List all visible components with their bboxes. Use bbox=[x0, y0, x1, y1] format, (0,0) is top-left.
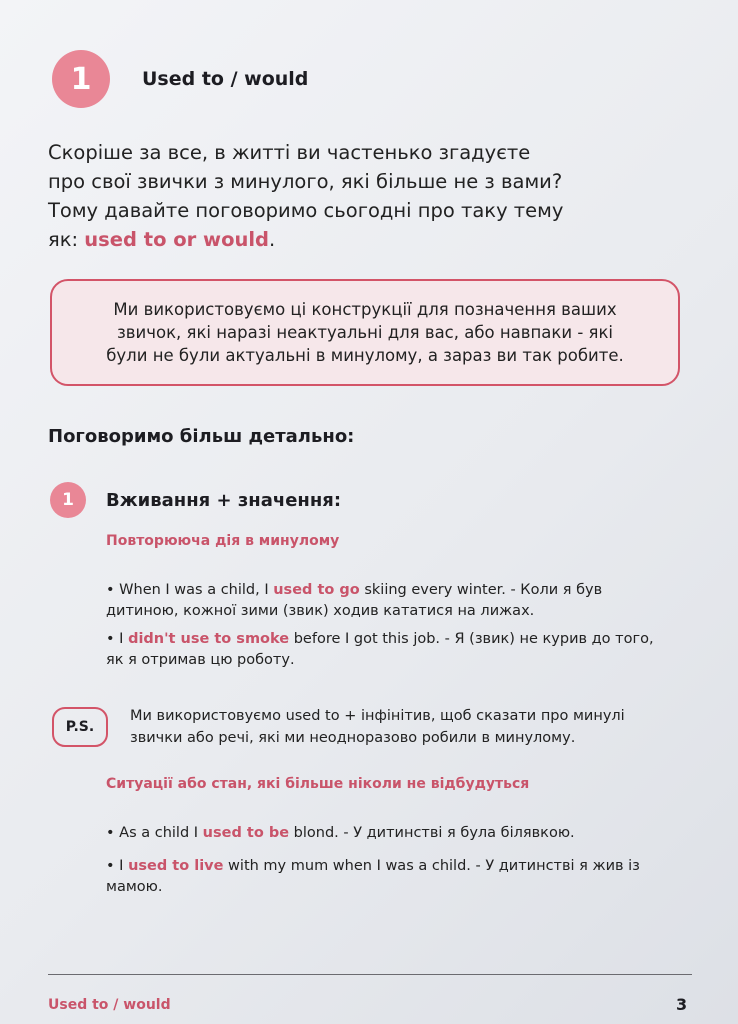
subsection-header bbox=[50, 482, 341, 518]
note-box bbox=[50, 279, 680, 386]
ps-text bbox=[130, 705, 670, 749]
example-item bbox=[106, 856, 666, 898]
intro-text: . bbox=[269, 228, 276, 251]
example-highlight: used to go bbox=[273, 582, 360, 598]
example-highlight: used to be bbox=[202, 825, 290, 841]
subsection-number-badge: 1 bbox=[50, 482, 86, 518]
footer-divider bbox=[48, 974, 692, 975]
lesson-title: Used to / would bbox=[142, 68, 309, 90]
example-item bbox=[106, 823, 666, 844]
note-line: Ми використовуємо ці конструкції для позначення ваших bbox=[113, 300, 617, 319]
footer-title: Used to / would bbox=[48, 997, 171, 1013]
ps-badge: P.S. bbox=[52, 707, 108, 747]
subsection-title: Вживання + значення: bbox=[106, 489, 342, 511]
section-heading: Поговоримо більш детально: bbox=[48, 426, 355, 447]
intro-line: Тому давайте поговоримо сьогодні про таку тему bbox=[48, 199, 564, 222]
example-text: blond. - У дитинстві я була білявкою. bbox=[289, 825, 575, 841]
example-text: skiing every winter. - Коли я був дитиною, кожної зими (звик) ходив кататися на лижах. bbox=[106, 582, 603, 619]
usage-label: Повторююча дія в минулому bbox=[106, 533, 340, 549]
lesson-header bbox=[52, 50, 308, 108]
example-text: • I bbox=[106, 631, 129, 647]
intro-line bbox=[48, 225, 648, 254]
ps-line: звички або речі, які ми неодноразово робили в минулому. bbox=[130, 730, 576, 746]
intro-line: про свої звички з минулого, які більше не з вами? bbox=[48, 170, 563, 193]
intro-text: як: bbox=[48, 228, 85, 251]
note-line: звичок, які наразі неактуальні для вас, або навпаки - які bbox=[117, 323, 613, 342]
note-line: були не були актуальні в минулому, а зараз ви так робите. bbox=[106, 346, 624, 365]
lesson-number-badge: 1 bbox=[52, 50, 110, 108]
example-text: • As a child I bbox=[106, 825, 203, 841]
intro-highlight: used to or would bbox=[84, 228, 269, 251]
example-item bbox=[106, 580, 666, 622]
ps-line: Ми використовуємо used to + інфінітив, щоб сказати про минулі bbox=[130, 708, 625, 724]
usage-label: Ситуації або стан, які більше ніколи не відбудуться bbox=[106, 776, 530, 792]
example-highlight: didn't use to smoke bbox=[128, 631, 290, 647]
intro-paragraph bbox=[48, 138, 648, 254]
example-text: before I got this job. - Я (звик) не курив до того, як я отримав цю роботу. bbox=[106, 631, 654, 668]
example-text: • When I was a child, I bbox=[106, 582, 274, 598]
page-number: 3 bbox=[676, 995, 688, 1014]
intro-line: Скоріше за все, в житті ви частенько згадуєте bbox=[48, 141, 531, 164]
example-text: with my mum when I was a child. - У дитинстві я жив із мамою. bbox=[106, 858, 640, 895]
example-text: • I bbox=[106, 858, 129, 874]
example-item bbox=[106, 629, 666, 671]
example-highlight: used to live bbox=[128, 858, 224, 874]
